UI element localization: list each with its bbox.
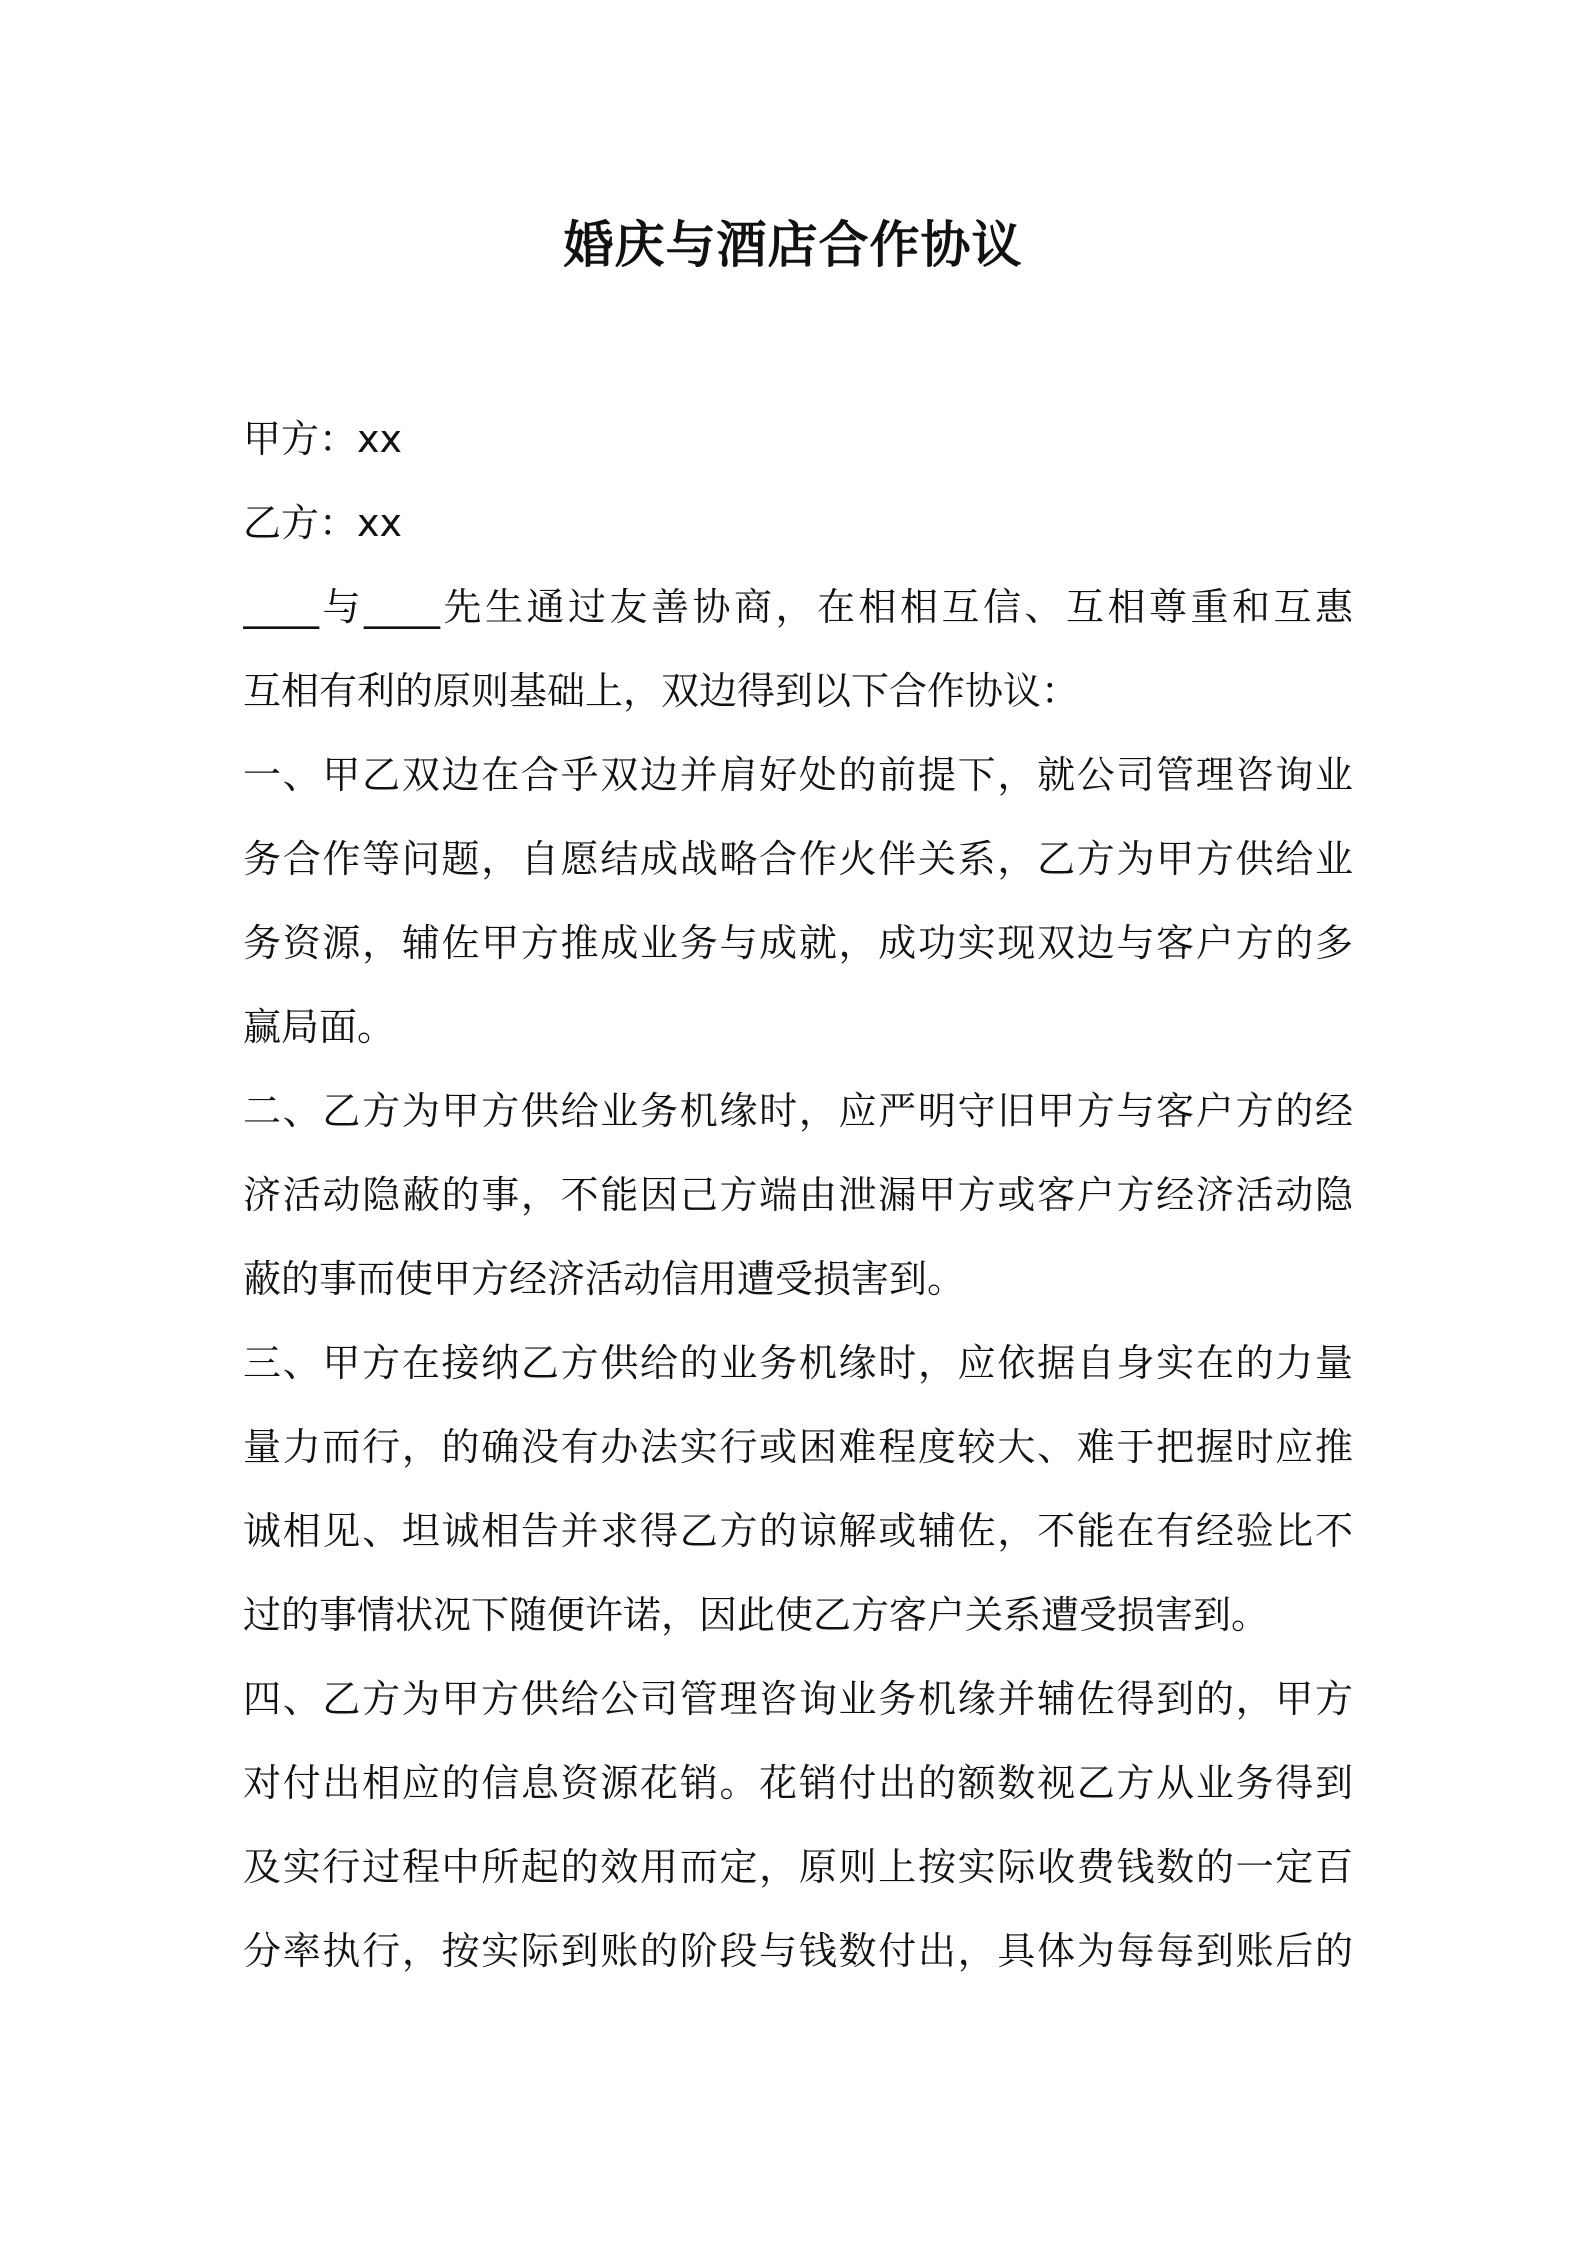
clause-3-line-3: 诚相见、坦诚相告并求得乙方的谅解或辅佐，不能在有经验比不 (243, 1509, 1353, 1553)
clause-3-line-1: 三、甲方在接纳乙方供给的业务机缘时，应依据自身实在的力量 (243, 1341, 1353, 1385)
clause-1-line-2: 务合作等问题，自愿结成战略合作火伴关系，乙方为甲方供给业 (243, 837, 1353, 881)
party-a-line: 甲方：xx (243, 417, 402, 461)
intro-line-1: ____与____先生通过友善协商，在相相互信、互相尊重和互惠 (243, 585, 1353, 629)
intro-line-2: 互相有利的原则基础上，双边得到以下合作协议： (243, 669, 1080, 713)
clause-3-line-4: 过的事情状况下随便许诺，因此使乙方客户关系遭受损害到。 (243, 1593, 1270, 1637)
clause-3-line-2: 量力而行，的确没有办法实行或困难程度较大、难于把握时应推 (243, 1425, 1353, 1469)
document-body (243, 397, 1353, 1993)
clause-4-line-4: 分率执行，按实际到账的阶段与钱数付出，具体为每每到账后的 (243, 1929, 1353, 1973)
clause-1-line-1: 一、甲乙双边在合乎双边并肩好处的前提下，就公司管理咨询业 (243, 753, 1353, 797)
clause-2-line-3: 蔽的事而使甲方经济活动信用遭受损害到。 (243, 1257, 966, 1301)
document-title: 婚庆与酒店合作协议 (563, 216, 1023, 274)
clause-4-line-2: 对付出相应的信息资源花销。花销付出的额数视乙方从业务得到 (243, 1761, 1353, 1805)
clause-1-line-4: 赢局面。 (243, 1005, 396, 1049)
clause-2-line-2: 济活动隐蔽的事，不能因己方端由泄漏甲方或客户方经济活动隐 (243, 1173, 1353, 1217)
party-b-line: 乙方：xx (243, 501, 402, 545)
clause-4-line-3: 及实行过程中所起的效用而定，原则上按实际收费钱数的一定百 (243, 1845, 1353, 1889)
clause-1-line-3: 务资源，辅佐甲方推成业务与成就，成功实现双边与客户方的多 (243, 921, 1353, 965)
clause-2-line-1: 二、乙方为甲方供给业务机缘时，应严明守旧甲方与客户方的经 (243, 1089, 1353, 1133)
clause-4-line-1: 四、乙方为甲方供给公司管理咨询业务机缘并辅佐得到的，甲方 (243, 1677, 1353, 1721)
